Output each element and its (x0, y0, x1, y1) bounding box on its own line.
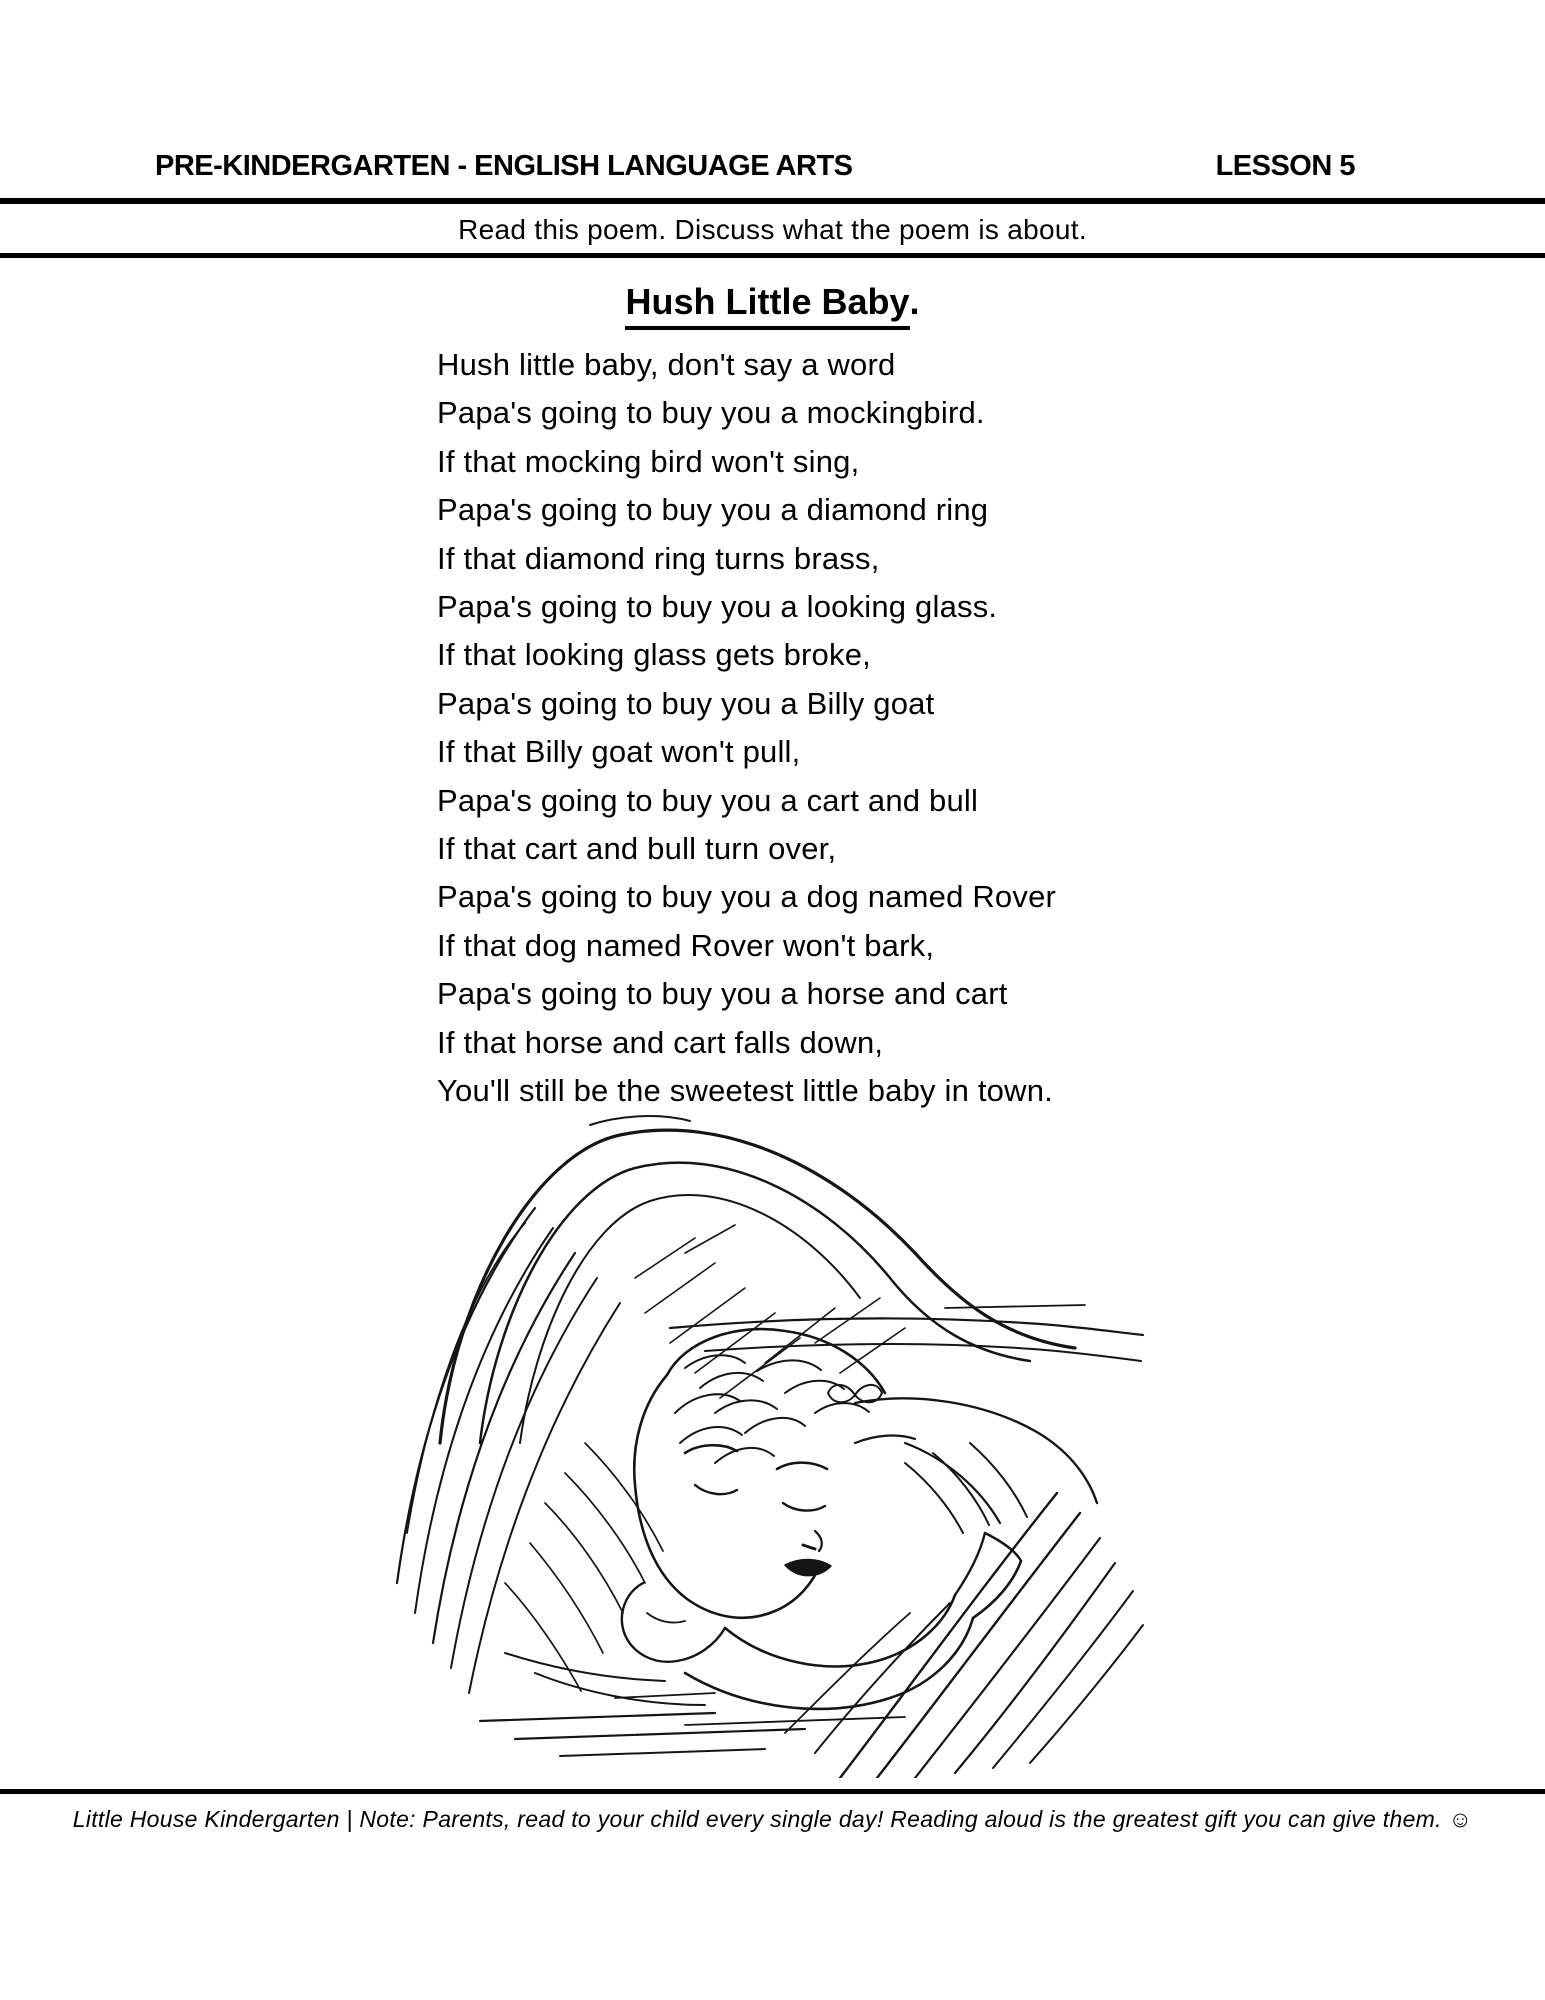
poem-title-period: . (909, 281, 920, 322)
poem-line: If that horse and cart falls down, (437, 1024, 884, 1060)
header-course-title: PRE-KINDERGARTEN - ENGLISH LANGUAGE ARTS (155, 150, 853, 182)
header-lesson-label: LESSON 5 (1215, 150, 1355, 182)
poem-line: If that Billy goat won't pull, (437, 734, 801, 770)
top-divider (0, 198, 1545, 204)
footer-note: Little House Kindergarten | Note: Parents, read to your child every single day! Reading aloud is the greatest gift you can give them. ☺ (72, 1806, 1473, 1832)
poem-line: Papa's going to buy you a cart and bull (437, 782, 979, 818)
footer-divider (0, 1789, 1545, 1794)
poem-title: Hush Little Baby (625, 281, 909, 330)
poem-line: If that looking glass gets broke, (437, 637, 871, 673)
poem-line: Papa's going to buy you a mockingbird. (437, 395, 985, 431)
poem-body (437, 341, 1056, 1116)
poem-line: Papa's going to buy you a looking glass. (437, 589, 998, 625)
poem-line: Papa's going to buy you a diamond ring (437, 492, 989, 528)
poem-title-row (0, 281, 1545, 330)
poem-line: Papa's going to buy you a dog named Rover (437, 879, 1057, 915)
poem-line: If that dog named Rover won't bark, (437, 927, 935, 963)
poem-line: If that mocking bird won't sing, (437, 443, 860, 479)
poem-line: Hush little baby, don't say a word (437, 347, 896, 382)
poem-line: Papa's going to buy you a Billy goat (437, 685, 935, 721)
poem-line: If that cart and bull turn over, (437, 831, 837, 867)
poem-line: You'll still be the sweetest little baby in town. (437, 1073, 1053, 1109)
sleeping-baby-illustration (385, 1113, 1145, 1778)
poem-line: Papa's going to buy you a horse and cart (437, 976, 1008, 1012)
poem-line: If that diamond ring turns brass, (437, 540, 880, 576)
mid-divider (0, 253, 1545, 258)
instruction-text: Read this poem. Discuss what the poem is about. (458, 214, 1087, 245)
